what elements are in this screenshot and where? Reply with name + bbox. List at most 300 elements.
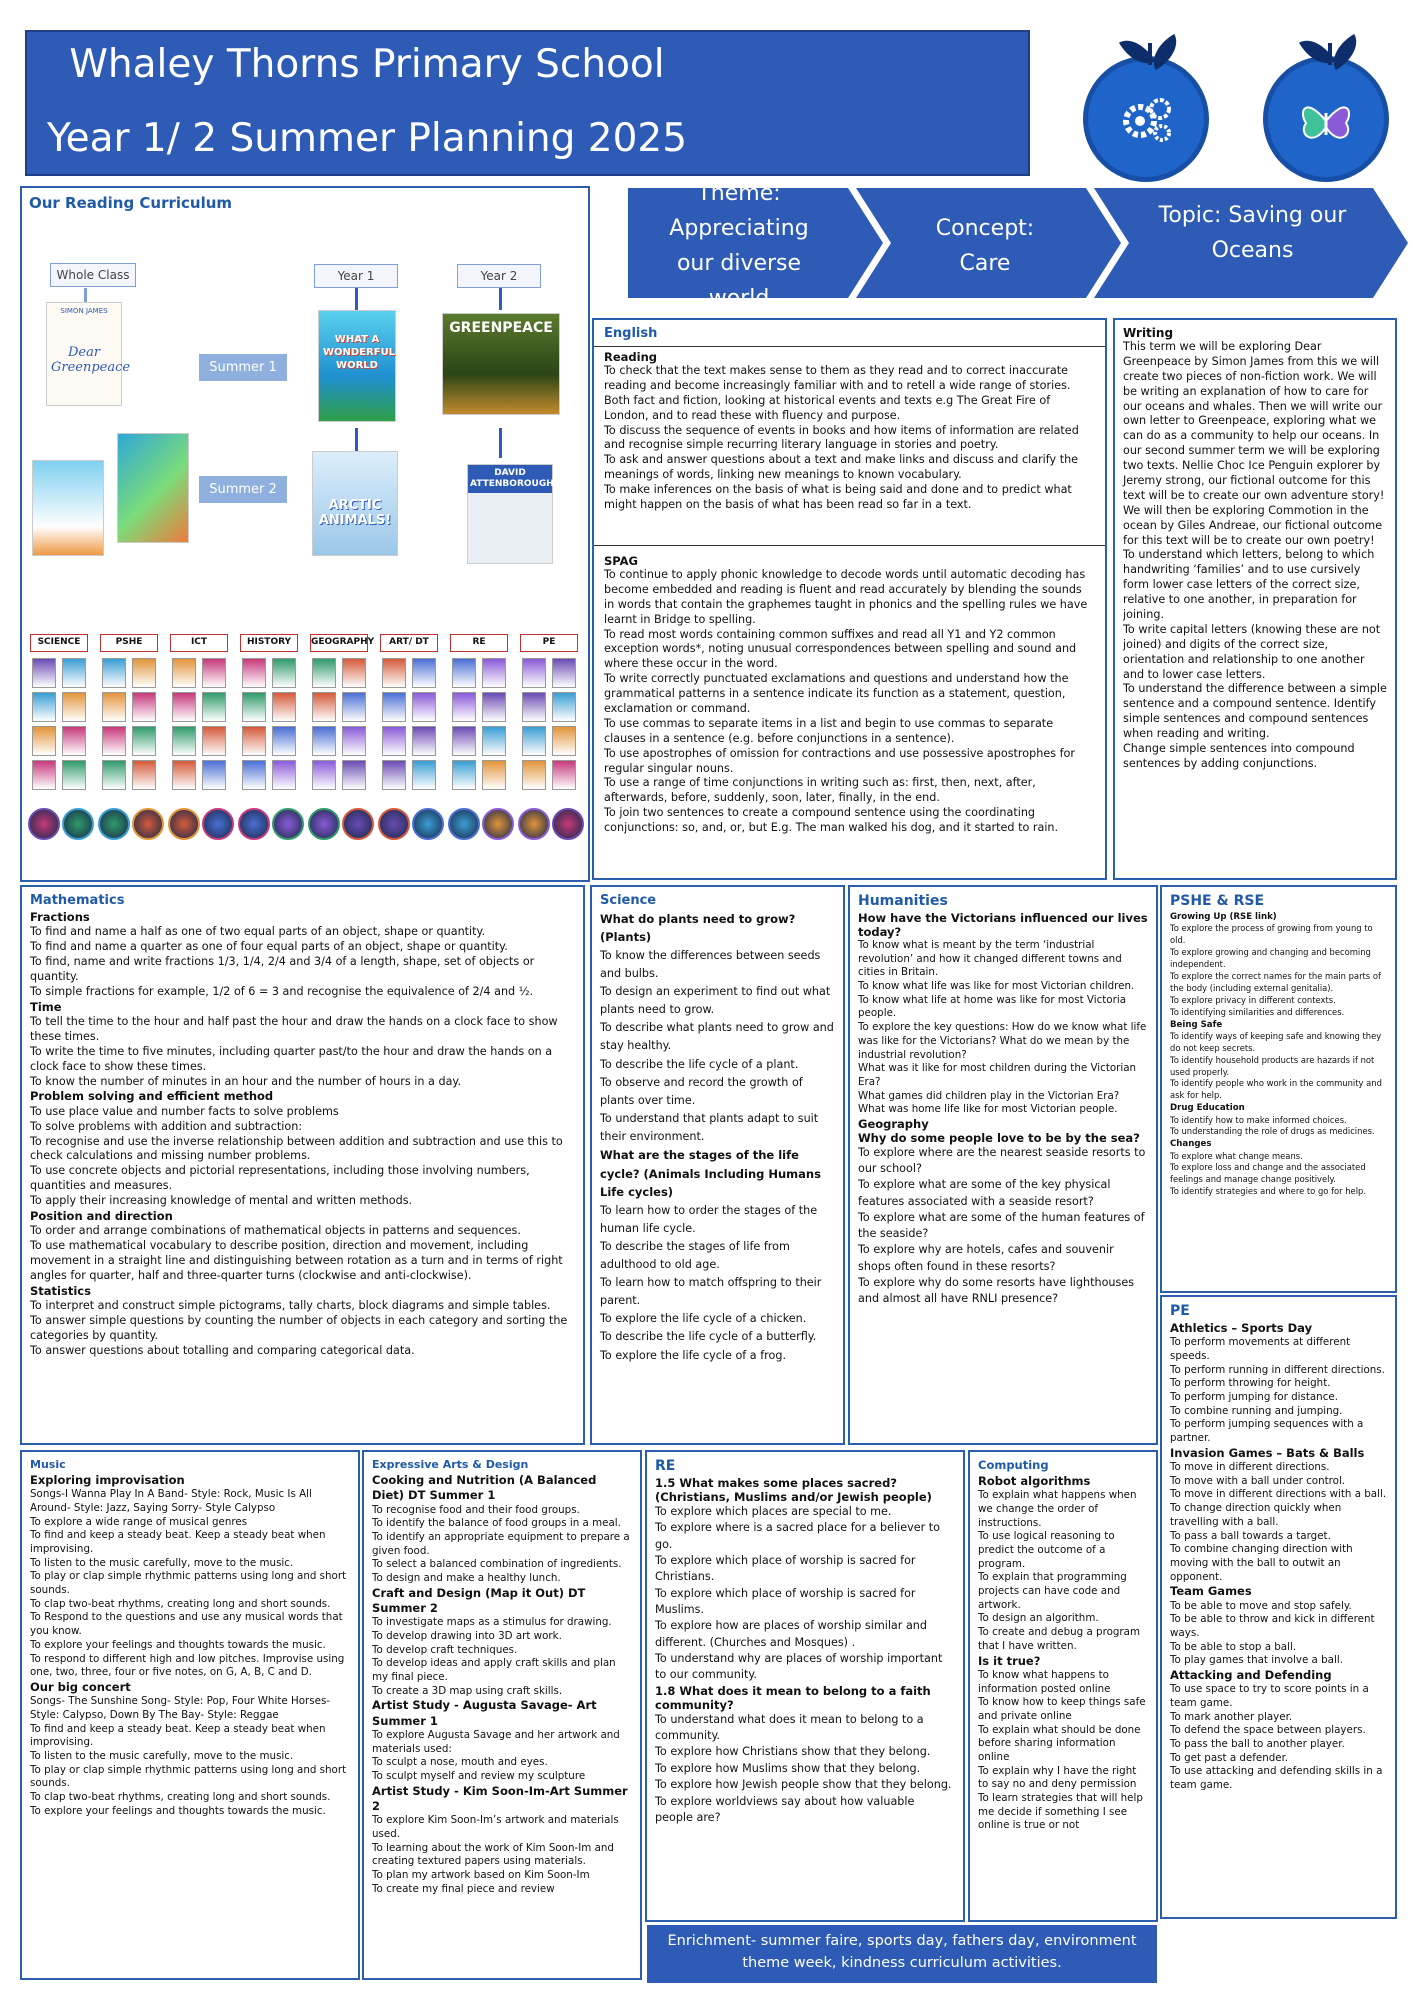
list-item: To develop ideas and apply craft skills and plan my final piece. <box>372 1657 616 1683</box>
section-heading: Exploring improvisation <box>30 1473 185 1487</box>
list-item: To Respond to the questions and use any musical words that you know. <box>30 1611 343 1638</box>
list-item: To clap two-beat rhythms, creating long and short sounds. <box>30 1597 331 1610</box>
list-item: To explore your feelings and thoughts towards the music. <box>30 1804 326 1817</box>
list-item: To explore the process of growing from young to old. <box>1170 923 1373 946</box>
list-item: To use concrete objects and pictorial representations, including those involving numbers, quantities and measures. <box>30 1164 530 1193</box>
spag-item: To use a range of time conjunctions in writing such as: first, then, next, after, afterwards, before, suddenly, soon, later, finally, in the end. <box>604 776 1036 805</box>
list-item: To understand that plants adapt to suit their environment. <box>600 1112 819 1144</box>
subject-tag: GEOGRAPHY <box>310 634 368 652</box>
book-thumbnail <box>552 726 576 756</box>
list-item: To solve problems with addition and subtraction: <box>30 1119 303 1133</box>
book-thumbnail <box>342 726 366 756</box>
subject-tag: ART/ DT <box>380 634 438 652</box>
list-item: To develop drawing into 3D art work. <box>372 1629 562 1642</box>
writing-title: Writing <box>1123 326 1174 340</box>
list-item: To design an experiment to find out what plants need to grow. <box>600 985 831 1017</box>
list-item: To learning about the work of Kim Soon-Im and creating textured papers using materials. <box>372 1841 614 1868</box>
list-item: To plan my artwork based on Kim Soon-Im <box>372 1869 590 1881</box>
spag-item: To write correctly punctuated exclamations and questions and understand how the grammatical patterns in a sentence indicate its function as a statement, question, exclamation or command. <box>604 672 1069 716</box>
science-question-2: What are the stages of the life cycle? (Animals Including Humans Life cycles) <box>600 1148 821 1200</box>
list-item: To tell the time to the hour and half past the hour and draw the hands on a clock face to show these times. <box>30 1015 558 1043</box>
section-heading: Time <box>30 999 62 1014</box>
section-heading: Invasion Games – Bats & Balls <box>1170 1445 1365 1460</box>
science-list-1 <box>600 947 835 1147</box>
list-item: To explore which places are special to me. <box>655 1505 892 1518</box>
reading-title: Our Reading Curriculum <box>29 194 233 212</box>
theme-label: Theme: Appreciating our diverse world <box>669 180 809 312</box>
science-question-1: What do plants need to grow? (Plants) <box>600 912 796 945</box>
list-item: To explore where are the nearest seaside resorts to our school? <box>858 1145 1146 1176</box>
subject-tag: PSHE <box>100 634 158 652</box>
subject-circle-image <box>272 808 304 840</box>
humanities-question-1: How have the Victorians influenced our lives today? <box>858 911 1148 939</box>
subject-circle-image <box>448 808 480 840</box>
gears-icon <box>1116 91 1176 151</box>
humanities-question-2: Why do some people love to be by the sea? <box>858 1130 1140 1145</box>
subject-tags <box>22 188 588 880</box>
book-thumbnail <box>412 726 436 756</box>
writing-item: Change simple sentences into compound sentences by adding conjunctions. <box>1123 742 1355 770</box>
list-item: To identify ways of keeping safe and knowing they do not keep secrets. <box>1170 1030 1382 1053</box>
list-item: To apply their increasing knowledge of mental and written methods. <box>30 1194 413 1208</box>
subject-circle-image <box>62 808 94 840</box>
list-item: To sculpt myself and review my sculpture <box>372 1770 586 1782</box>
humanities-list-1 <box>858 939 1148 1117</box>
reading-item: To discuss the sequence of events in books and how items of information are related and recognise simple recurring literary language in stories and poetry. <box>604 423 1079 452</box>
list-item: To explain what happens when we change the order of instructions. <box>978 1489 1137 1529</box>
list-item: To create and debug a program that I have written. <box>978 1626 1140 1652</box>
list-item: To listen to the music carefully, move to the music. <box>30 1556 294 1569</box>
section-heading: Artist Study - Kim Soon-Im-Art Summer 2 <box>372 1783 628 1813</box>
list-item: To recognise food and their food groups. <box>372 1503 580 1516</box>
section-heading: Craft and Design (Map it Out) DT Summer 2 <box>372 1585 586 1615</box>
book-author: SIMON JAMES <box>60 307 108 315</box>
book-thumbnail <box>172 726 196 756</box>
list-item: To learn strategies that will help me decide if something I see online is true or not <box>978 1792 1143 1832</box>
book-thumbnail <box>552 760 576 790</box>
book-thumbnail <box>32 726 56 756</box>
writing-panel <box>1113 318 1397 880</box>
book-title: DAVID ATTENBOROUGH <box>468 465 552 493</box>
spag-item: To use apostrophes of omission for contractions and use possessive apostrophes for regular singular nouns. <box>604 746 1075 775</box>
list-item: To find and keep a steady beat. Keep a steady beat when improvising. <box>30 1722 326 1749</box>
maths-title: Mathematics <box>30 893 125 908</box>
list-item: To observe and record the growth of plants over time. <box>600 1075 803 1107</box>
list-item: To order and arrange combinations of mathematical objects in patterns and sequences. <box>30 1224 521 1238</box>
list-item: To know what life at home was like for most Victoria people. <box>858 993 1127 1020</box>
list-item: To respond to different high and low pitches. Improvise using one, two, three, four or five notes, on G, A, B, C and D. <box>30 1652 345 1679</box>
list-item: To clap two-beat rhythms, creating long and short sounds. <box>30 1791 331 1803</box>
book-thumbnail <box>132 726 156 756</box>
book-thumbnail <box>202 692 226 722</box>
subject-circle-image <box>308 808 340 840</box>
subject-tag: PE <box>520 634 578 652</box>
list-item: To explore your feelings and thoughts towards the music. <box>30 1638 326 1651</box>
reading-item: To ask and answer questions about a text and make links and discuss and clarify the meanings of words, linking new meanings to known vocabulary. <box>604 453 1079 482</box>
pe-panel <box>1160 1295 1397 1919</box>
list-item: To explore where is a sacred place for a believer to go. <box>655 1521 941 1551</box>
book-thumbnail <box>482 692 506 722</box>
book-thumbnail <box>452 726 476 756</box>
list-item: To explore Augusta Savage and her artwork and materials used: <box>372 1728 620 1755</box>
writing-item: To understand which letters, belong to which handwriting ‘families’ and to use cursively form lower case letters of the correct size, relative to one another, in preparation for joining. <box>1123 548 1375 622</box>
humanities-title: Humanities <box>858 893 948 909</box>
list-item: To describe the life cycle of a plant. <box>600 1057 799 1071</box>
book-thumbnail <box>522 726 546 756</box>
list-item: To know what is meant by the term ‘industrial revolution’ and how it changed different towns and cities in Britain. <box>858 939 1122 979</box>
list-item: To move in different directions. <box>1170 1461 1330 1474</box>
whole-class-label: Whole Class <box>50 263 136 287</box>
re-question-2: 1.8 What does it mean to belong to a faith community? <box>655 1683 931 1712</box>
page-title: Year 1/ 2 Summer Planning 2025 <box>46 116 688 161</box>
book-thumbnail <box>62 692 86 722</box>
book-thumbnail <box>312 726 336 756</box>
list-item: To use space to try to score points in a team game. <box>1170 1683 1369 1709</box>
re-list-1 <box>655 1504 955 1684</box>
topic-label: Topic: Saving our Oceans <box>1158 203 1347 264</box>
book-thumbnail <box>412 658 436 688</box>
spag-item: To use commas to separate items in a list and begin to use commas to separate clauses in a sentence (e.g. before conjunctions in a sentence). <box>604 716 1054 745</box>
book-thumbnail <box>382 692 406 722</box>
english-title: English <box>604 326 658 341</box>
book-thumbnail <box>202 658 226 688</box>
book-title: WHAT A WONDERFUL WORLD <box>323 334 396 371</box>
list-item: To explore growing and changing and becoming independent. <box>1170 947 1371 969</box>
list-item: To explore the key questions: How do we know what life was like for the Victorians? What do we mean by the industrial revolution? <box>858 1021 1147 1061</box>
list-item: Songs- The Sunshine Song- Style: Pop, Four White Horses- Style: Calypso, Down By The Bay- Style: Reggae <box>30 1695 331 1721</box>
music-title: Music <box>30 1458 66 1471</box>
list-item: To explore the correct names for the main parts of the body (including external genitalia). <box>1170 970 1381 993</box>
list-item: To perform running in different directions. <box>1170 1363 1385 1376</box>
spag-item: To continue to apply phonic knowledge to decode words until automatic decoding has become embedded and reading is fluent and read accurately by blending the sounds in words that contain the graphemes taught in phonics and the spelling rules we have learnt in Bridge to spelling. <box>604 568 1088 626</box>
list-item: To identify strategies and where to go for help. <box>1170 1186 1367 1197</box>
science-title: Science <box>600 893 657 908</box>
reading-heading: Reading <box>604 350 658 364</box>
book-thumbnail <box>132 692 156 722</box>
section-heading: Cooking and Nutrition (A Balanced Diet) DT Summer 1 <box>372 1473 597 1503</box>
section-heading: Position and direction <box>30 1208 173 1223</box>
book-thumbnail <box>242 760 266 790</box>
list-item: To use place value and number facts to solve problems <box>30 1104 339 1118</box>
subject-circle-image <box>342 808 374 840</box>
list-item: To identify the balance of food groups in a meal. <box>372 1517 621 1530</box>
list-item: To explore worldviews say about how valuable people are? <box>655 1794 915 1824</box>
book-title: Dear Greenpeace <box>51 345 131 375</box>
year1-label: Year 1 <box>314 264 398 288</box>
book-thumbnail <box>272 726 296 756</box>
book-thumbnail <box>132 760 156 790</box>
book-thumbnail <box>342 658 366 688</box>
book-thumbnail <box>272 760 296 790</box>
list-item: To pass the ball to another player. <box>1170 1738 1345 1750</box>
spag-heading: SPAG <box>604 554 638 568</box>
section-heading: Fractions <box>30 910 90 924</box>
book-thumbnail <box>342 692 366 722</box>
list-item: To learn how to order the stages of the human life cycle. <box>600 1203 818 1235</box>
book-thumbnail <box>452 658 476 688</box>
list-item: To design and make a healthy lunch. <box>372 1572 561 1584</box>
list-item: To simple fractions for example, 1/2 of 6 = 3 and recognise the equivalence of 2/4 and ½. <box>30 984 534 998</box>
computing-panel <box>968 1450 1158 1922</box>
list-item: To write the time to five minutes, including quarter past/to the hour and draw the hands on a clock face to show these times. <box>30 1044 553 1073</box>
reading-curriculum-panel <box>20 186 590 882</box>
subject-tag: RE <box>450 634 508 652</box>
list-item: To find and keep a steady beat. Keep a steady beat when improvising. <box>30 1529 326 1556</box>
book-thumbnail <box>482 726 506 756</box>
subject-circle-image <box>552 808 584 840</box>
book-thumbnail <box>522 692 546 722</box>
list-item: To move in different directions with a ball. <box>1170 1488 1387 1501</box>
book-thumbnail <box>452 692 476 722</box>
science-list-2 <box>600 1202 835 1365</box>
list-item: To identify an appropriate equipment to prepare a given food. <box>372 1530 630 1557</box>
book-thumbnail <box>412 760 436 790</box>
book-thumbnail <box>242 726 266 756</box>
book-thumbnail <box>62 760 86 790</box>
section-heading: Problem solving and efficient method <box>30 1089 274 1104</box>
spag-item: To join two sentences to create a compound sentence using the coordinating conjunctions: so, and, or, but E.g. The man walked his dog, and it started to rain. <box>604 806 1059 835</box>
list-item: To know the differences between seeds and bulbs. <box>600 948 821 980</box>
book-thumbnail <box>172 692 196 722</box>
list-item: To develop craft techniques. <box>372 1643 518 1656</box>
book-thumbnail <box>102 760 126 790</box>
list-item: To know the number of minutes in an hour and the number of hours in a day. <box>30 1074 461 1088</box>
list-item: To create my final piece and review <box>372 1882 555 1895</box>
list-item: To understand why are places of worship important to our community. <box>655 1652 943 1682</box>
book-thumbnail <box>552 692 576 722</box>
list-item: To find and name a half as one of two equal parts of an object, shape or quantity. <box>30 925 486 939</box>
book-thumbnail <box>32 692 56 722</box>
writing-text <box>1123 340 1387 772</box>
book-thumbnail <box>342 760 366 790</box>
list-item: To explore loss and change and the associated feelings and manage change positively. <box>1170 1162 1366 1185</box>
list-item: To explore a wide range of musical genres <box>30 1515 248 1528</box>
list-item: To understanding the role of drugs as medicines. <box>1170 1126 1375 1137</box>
list-item: To defend the space between players. <box>1170 1724 1366 1737</box>
list-item: To explore privacy in different contexts. <box>1170 994 1336 1005</box>
re-question-1: 1.5 What makes some places sacred? (Christians, Muslims and/or Jewish people) <box>655 1476 932 1504</box>
concept-label: Concept: Care <box>935 215 1035 276</box>
book-thumbnail <box>522 760 546 790</box>
list-item: To identifying similarities and differences. <box>1170 1006 1345 1017</box>
list-item: To explain why I have the right to say no and deny permission <box>978 1764 1137 1791</box>
book-thumbnail <box>522 658 546 688</box>
reading-item: To make inferences on the basis of what is being said and done and to predict what might happen on the basis of what has been read so far in a text. <box>604 483 1072 512</box>
book-thumbnail <box>32 760 56 790</box>
list-item: To explore what are some of the key physical features associated with a seaside resort? <box>858 1178 1111 1208</box>
subject-tag: ICT <box>170 634 228 652</box>
section-heading: Is it true? <box>978 1653 1041 1668</box>
list-item: To be able to throw and kick in different ways. <box>1170 1613 1375 1639</box>
book-thumbnail <box>102 658 126 688</box>
list-item: To interpret and construct simple pictograms, tally charts, block diagrams and simple tables. <box>30 1299 551 1313</box>
list-item: To find and name a quarter as one of four equal parts of an object, shape or quantity. <box>30 940 508 954</box>
section-heading: Being Safe <box>1170 1019 1223 1030</box>
book-thumbnail <box>412 692 436 722</box>
section-heading: Drug Education <box>1170 1103 1245 1114</box>
music-panel <box>20 1450 360 1980</box>
writing-item: To understand the difference between a simple sentence and a compound sentence. Identify simple sentences and compound sentences when reading and writing. <box>1123 682 1387 741</box>
humanities-panel <box>848 885 1158 1445</box>
book-thumbnail <box>132 658 156 688</box>
list-item: To explore which place of worship is sacred for Muslims. <box>655 1586 916 1617</box>
book-thumbnail <box>552 658 576 688</box>
section-heading: Robot algorithms <box>978 1474 1091 1488</box>
list-item: To explore why do some resorts have lighthouses and almost all have RNLI presence? <box>858 1275 1135 1306</box>
subject-circle-image <box>518 808 550 840</box>
list-item: To learn how to match offspring to their parent. <box>600 1276 822 1308</box>
subject-circle-image <box>28 808 60 840</box>
list-item: To use logical reasoning to predict the outcome of a program. <box>978 1530 1115 1570</box>
list-item: To play games that involve a ball. <box>1170 1654 1343 1667</box>
book-thumbnail <box>452 760 476 790</box>
list-item: What games did children play in the Victorian Era? <box>858 1089 1120 1102</box>
art-title: Expressive Arts & Design <box>372 1458 529 1471</box>
pshe-panel <box>1160 885 1397 1293</box>
book-thumbnail <box>482 760 506 790</box>
re-title: RE <box>655 1458 676 1474</box>
list-item: To describe the life cycle of a butterfly. <box>600 1330 817 1344</box>
list-item: To listen to the music carefully, move to the music. <box>30 1749 294 1762</box>
list-item: To use attacking and defending skills in a team game. <box>1170 1765 1383 1792</box>
re-list-2 <box>655 1712 955 1826</box>
subject-circle-image <box>168 808 200 840</box>
list-item: To get past a defender. <box>1170 1751 1289 1764</box>
enrichment-banner: Enrichment- summer faire, sports day, fathers day, environment theme week, kindness curriculum activities. <box>647 1925 1157 1983</box>
subject-circle-image <box>132 808 164 840</box>
list-item: To explore Kim Soon-Im’s artwork and materials used. <box>372 1814 619 1840</box>
list-item: To move with a ball under control. <box>1170 1474 1346 1487</box>
list-item: To know what life was like for most Victorian children. <box>858 980 1135 993</box>
music-list <box>30 1473 350 1818</box>
section-heading: Artist Study - Augusta Savage- Art Summer 1 <box>372 1698 597 1728</box>
list-item: To explain that programming projects can have code and artwork. <box>978 1571 1127 1611</box>
school-name: Whaley Thorns Primary School <box>69 42 665 87</box>
book-thumbnail <box>102 726 126 756</box>
subject-circle-image <box>412 808 444 840</box>
pe-title: PE <box>1170 1303 1190 1319</box>
re-panel <box>645 1450 965 1922</box>
book-thumbnail <box>172 760 196 790</box>
list-item: To explore how are places of worship similar and different. (Churches and Mosques) . <box>655 1619 927 1649</box>
butterfly-icon <box>1296 91 1356 151</box>
school-logo-gears <box>1083 56 1209 182</box>
list-item: To combine running and jumping. <box>1170 1404 1343 1417</box>
list-item: To mark another player. <box>1170 1710 1293 1723</box>
list-item: To change direction quickly when travelling with a ball. <box>1170 1502 1342 1528</box>
subject-circle-image <box>482 808 514 840</box>
art-list <box>372 1473 632 1896</box>
subject-tag: SCIENCE <box>30 634 88 652</box>
list-item: To use mathematical vocabulary to describe position, direction and movement, including movement in a straight line and distinguishing between rotation as a turn and in terms of right angles for quarter, half and three-quarter turns (clockwise and anti-clockwise). <box>30 1239 563 1282</box>
list-item: To identify people who work in the community and ask for help. <box>1170 1078 1382 1101</box>
list-item: To be able to stop a ball. <box>1170 1640 1297 1653</box>
section-heading: Athletics – Sports Day <box>1170 1321 1313 1335</box>
list-item: To perform jumping sequences with a partner. <box>1170 1418 1364 1445</box>
book-thumbnail <box>272 692 296 722</box>
list-item: To recognise and use the inverse relationship between addition and subtraction and use this to check calculations and missing number problems. <box>30 1134 563 1163</box>
list-item: To play or clap simple rhythmic patterns using long and short sounds. <box>30 1570 347 1597</box>
list-item: To explore which place of worship is sacred for Christians. <box>655 1554 916 1584</box>
list-item: To perform jumping for distance. <box>1170 1391 1338 1404</box>
writing-item: This term we will be exploring Dear Greenpeace by Simon James from this we will create two pieces of non-fiction work. We will be writing an explanation of how to care for our oceans and whales. Then we will write our own letter to Greenpeace, exploring what we can do as a community to help our oceans. In our second summer term we will be exploring two texts. Nellie Choc Ice Penguin explorer by Jeremy strong, our fictional outcome for this text will be to create our own adventure story! We will then be exploring Commotion in the ocean by Giles Andreae, our fictional outcome for this text will be to create our own poetry! <box>1123 340 1385 547</box>
list-item: To understand what does it mean to belong to a community. <box>655 1712 924 1743</box>
book-thumbnail <box>202 760 226 790</box>
school-logo-butterfly <box>1263 56 1389 182</box>
subject-circle-image <box>238 808 270 840</box>
list-item: To know what happens to information posted online <box>978 1668 1111 1695</box>
header-banner <box>25 30 1030 176</box>
list-item: To describe the stages of life from adulthood to old age. <box>600 1239 790 1271</box>
subject-circle-image <box>378 808 410 840</box>
book-thumbnail <box>272 658 296 688</box>
list-item: To explore what change means. <box>1170 1150 1303 1161</box>
year2-label: Year 2 <box>457 264 541 288</box>
pshe-list <box>1170 911 1387 1198</box>
list-item: To explore the life cycle of a chicken. <box>600 1312 807 1326</box>
list-item: To select a balanced combination of ingredients. <box>372 1558 622 1571</box>
maths-panel <box>20 885 585 1445</box>
reading-item: To check that the text makes sense to them as they read and to correct inaccurate reading and become increasingly familiar with and to retell a wide range of stories. Both fact and fiction, looking at historical events and texts e.g The Great Fire of London, and to read these with fluency and purpose. <box>604 364 1071 422</box>
list-item: To be able to move and stop safely. <box>1170 1599 1352 1612</box>
list-item: To perform movements at different speeds. <box>1170 1336 1351 1362</box>
list-item: To explain what should be done before sharing information online <box>978 1723 1141 1763</box>
book-thumbnail <box>202 726 226 756</box>
book-thumbnail <box>382 760 406 790</box>
section-heading: Our big concert <box>30 1679 131 1694</box>
list-item: What was home life like for most Victorian people. <box>858 1103 1118 1116</box>
list-item: To design an algorithm. <box>978 1612 1099 1625</box>
subject-circle-image <box>202 808 234 840</box>
book-thumbnail <box>312 692 336 722</box>
computing-list <box>978 1474 1148 1833</box>
list-item: To identify how to make informed choices. <box>1170 1114 1347 1125</box>
maths-list <box>30 910 575 1359</box>
list-item: To pass a ball towards a target. <box>1170 1529 1331 1542</box>
list-item: Songs-I Wanna Play In A Band- Style: Rock, Music Is All Around- Style: Jazz, Saying Sorry- Style Calypso <box>30 1488 312 1514</box>
book-thumbnail <box>312 760 336 790</box>
book-thumbnail <box>172 658 196 688</box>
english-reading-list <box>604 364 1095 513</box>
list-item: To answer simple questions by counting the number of objects in each category and sorting the categories by quantity. <box>30 1314 568 1342</box>
science-panel <box>590 885 845 1445</box>
book-thumbnail <box>312 658 336 688</box>
summer1-tag: Summer 1 <box>199 354 287 381</box>
list-item: What was it like for most children during the Victorian Era? <box>858 1062 1137 1088</box>
list-item: To play or clap simple rhythmic patterns using long and short sounds. <box>30 1763 347 1790</box>
subject-tag: HISTORY <box>240 634 298 652</box>
list-item: To investigate maps as a stimulus for drawing. <box>372 1616 612 1629</box>
book-thumbnail <box>382 658 406 688</box>
list-item: To explore how Christians show that they belong. <box>655 1745 931 1759</box>
english-panel <box>592 318 1107 880</box>
list-item: To sculpt a nose, mouth and eyes. <box>372 1756 548 1769</box>
list-item: To explore what are some of the human features of the seaside? <box>858 1210 1145 1241</box>
list-item: To explore why are hotels, cafes and souvenir shops often found in these resorts? <box>858 1243 1114 1273</box>
english-spag-list <box>604 568 1095 836</box>
list-item: To answer questions about totalling and comparing categorical data. <box>30 1343 415 1357</box>
book-thumbnail <box>242 658 266 688</box>
section-heading: Attacking and Defending <box>1170 1667 1332 1682</box>
list-item: To perform throwing for height. <box>1170 1377 1331 1390</box>
book-thumbnail <box>62 726 86 756</box>
list-item: To explore how Jewish people show that they belong. <box>655 1778 952 1792</box>
book-thumbnail <box>482 658 506 688</box>
list-item: To explore the life cycle of a frog. <box>600 1348 787 1362</box>
book-thumbnail <box>62 658 86 688</box>
writing-item: To write capital letters (knowing these are not joined) and digits of the correct size, orientation and relationship to one another and to lower case letters. <box>1123 622 1381 681</box>
book-title: GREENPEACE <box>449 320 553 336</box>
